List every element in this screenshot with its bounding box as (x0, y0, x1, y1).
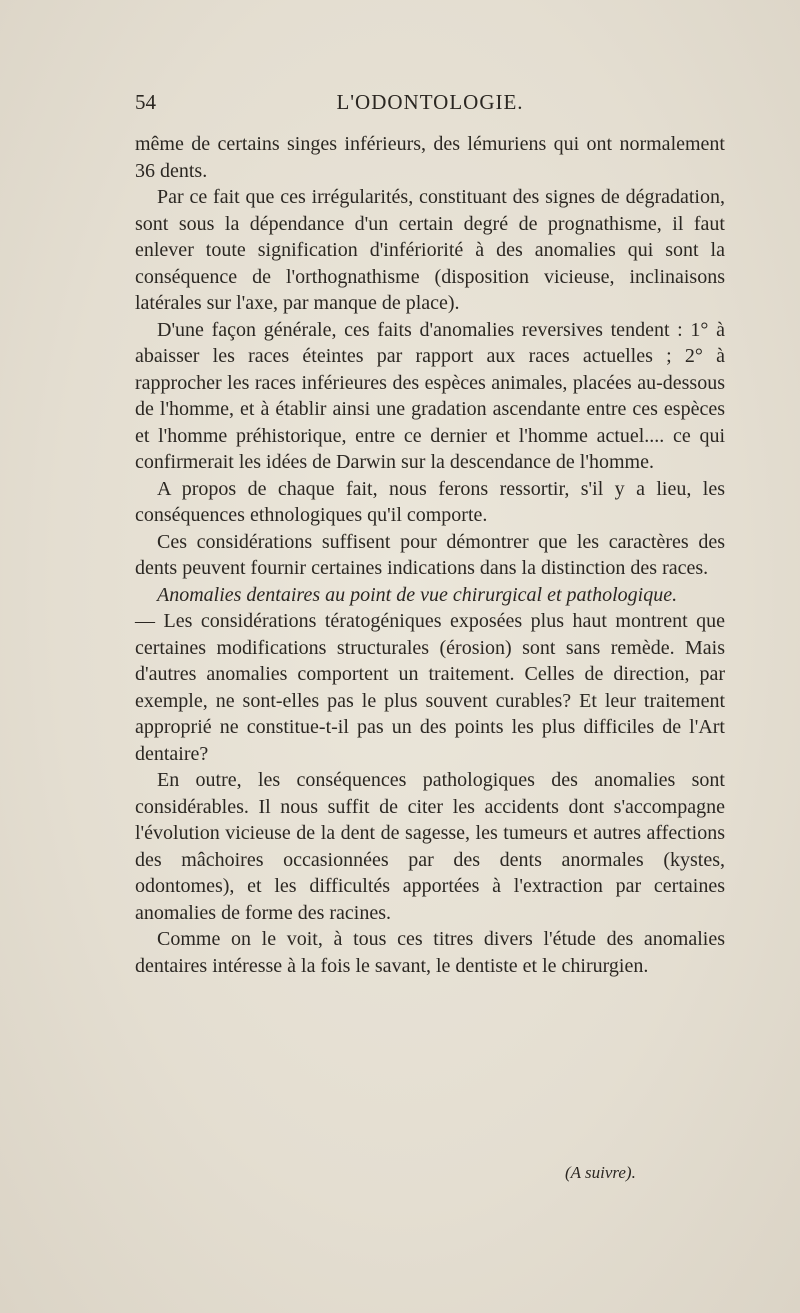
paragraph-conclusion: Comme on le voit, à tous ces titres divers l'étude des anomalies dentaires intéresse à la fois le savant, le dentiste et le chirurgien. (135, 928, 725, 977)
paragraph-prognathism: Par ce fait que ces irrégularités, constituant des signes de dégradation, sont sous la dépendance d'un certain degré de prognathisme, il faut enlever toute signification d'infériorité à des anomalies qui sont la conséquence de l'orthognathisme (disposition vicieuse, inclinaisons latérales sur l'axe, par manque de place). (135, 186, 725, 314)
section-heading: Anomalies dentaires au point de vue chirurgical et pathologique. (157, 583, 678, 606)
paragraph-continuation: même de certains singes inférieurs, des lémuriens qui ont normalement 36 dents. (135, 133, 725, 182)
continued-note: (A suivre). (565, 1163, 636, 1182)
paragraph-reversive-anomalies: D'une façon générale, ces faits d'anomalies reversives tendent : 1° à abaisser les races éteintes par rapport aux races actuelles ; 2° à rapprocher les races inférieures des espèces animales, placées au-dessous de l'homme, et à établir ainsi une gradation ascendante entre ces espèces et l'homme préhistorique, entre ce dernier et l'homme actuel.... ce qui confirmerait les idées de Darwin sur la descendance de l'homme. (135, 318, 725, 473)
section-intro: — Les considérations tératogéniques exposées plus haut montrent que certaines modifications structurales (érosion) sont sans remède. Mais d'autres anomalies comportent un traitement. Celles de direction, par exemple, ne sont-elles pas le plus souvent curables? Et leur traitement approprié ne constitue-t-il pas un des points les plus difficiles de l'Art dentaire? (135, 610, 725, 765)
paragraph-race-distinction: Ces considérations suffisent pour démontrer que les caractères des dents peuvent fournir certaines indications dans la distinction des races. (135, 530, 725, 579)
body-text (135, 131, 725, 979)
paragraph-ethnological-consequences: A propos de chaque fait, nous ferons ressortir, s'il y a lieu, les conséquences ethnologiques qu'il comporte. (135, 477, 725, 526)
paragraph-pathological-consequences: En outre, les conséquences pathologiques des anomalies sont considérables. Il nous suffit de citer les accidents dont s'accompagne l'évolution vicieuse de la dent de sagesse, les tumeurs et autres affections des mâchoires occasionnées par des dents anormales (kystes, odontomes), et les difficultés apportées à l'extraction par certaines anomalies de forme des racines. (135, 769, 725, 924)
page-header (135, 90, 725, 118)
page-number: 54 (135, 90, 156, 114)
running-title: L'ODONTOLOGIE. (336, 90, 524, 114)
